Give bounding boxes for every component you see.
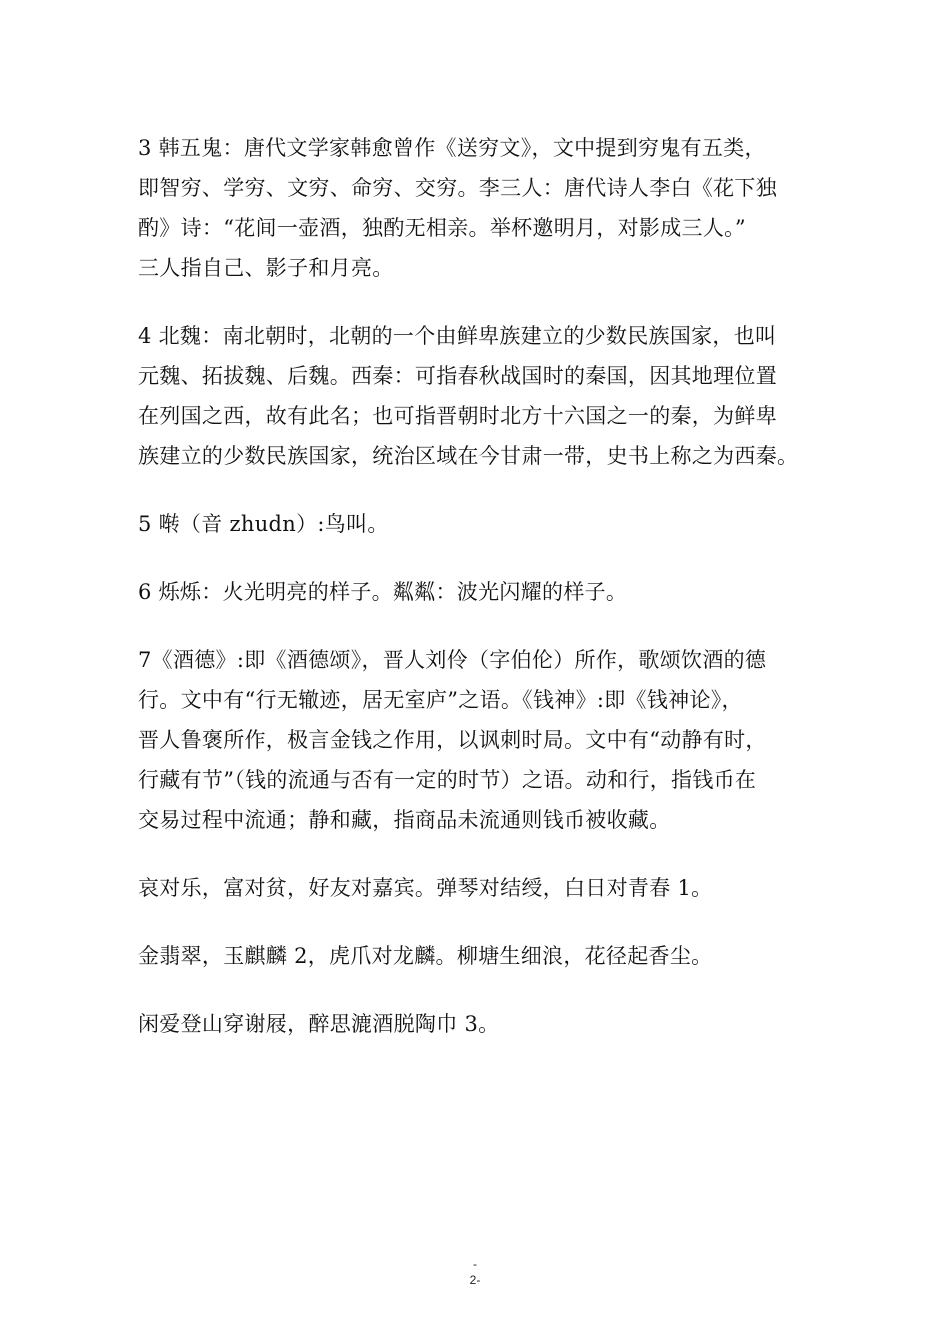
footnote-7: 7《酒德》:即《酒德颂》，晋人刘伶（字伯伦）所作，歌颂饮酒的德 行。文中有“行无辙迹，居无室庐”之语。《钱神》:即《钱神论》， 晋人鲁褒所作，极言金钱之作用，以讽刺时局。文中有“动静有时， 行藏有节”（钱的流通与否有一定的时节）之语。动和行，指钱币在 交易过程中流通；静和藏，指商品未流通则钱币被收藏。 [138, 648, 767, 832]
page-number: 2- [469, 1273, 481, 1287]
footer-dash: - [473, 1257, 477, 1271]
footnote-6: 6 烁烁：火光明亮的样子。粼粼：波光闪耀的样子。 [138, 580, 628, 604]
verse-line-2: 金翡翠，玉麒麟 2，虎爪对龙麟。柳塘生细浪，花径起香尘。 [138, 944, 713, 968]
footnote-4: 4 北魏：南北朝时，北朝的一个由鲜卑族建立的少数民族国家，也叫 元魏、拓拔魏、后魏。西秦：可指春秋战国时的秦国，因其地理位置 在列国之西，故有此名；也可指晋朝时北方十六国之一的秦，为鲜卑 族建立的少数民族国家，统治区域在今甘肃一带，史书上称之为西秦。 [138, 324, 799, 468]
footnote-3: 3 韩五鬼：唐代文学家韩愈曾作《送穷文》，文中提到穷鬼有五类， 即智穷、学穷、文穷、命穷、交穷。李三人：唐代诗人李白《花下独 酌》诗：“花间一壶酒，独酌无相亲。举杯邀明月，对影成三人。” 三人指自己、影子和月亮。 [138, 136, 777, 280]
footnote-5: 5 啭（音 zhudn）:鸟叫。 [138, 512, 389, 536]
verse-line-3: 闲爱登山穿谢屐，醉思漉酒脱陶巾 3。 [138, 1012, 500, 1036]
document-body [138, 128, 828, 1072]
verse-line-1: 哀对乐，富对贫，好友对嘉宾。弹琴对结绶，白日对青春 1。 [138, 876, 713, 900]
